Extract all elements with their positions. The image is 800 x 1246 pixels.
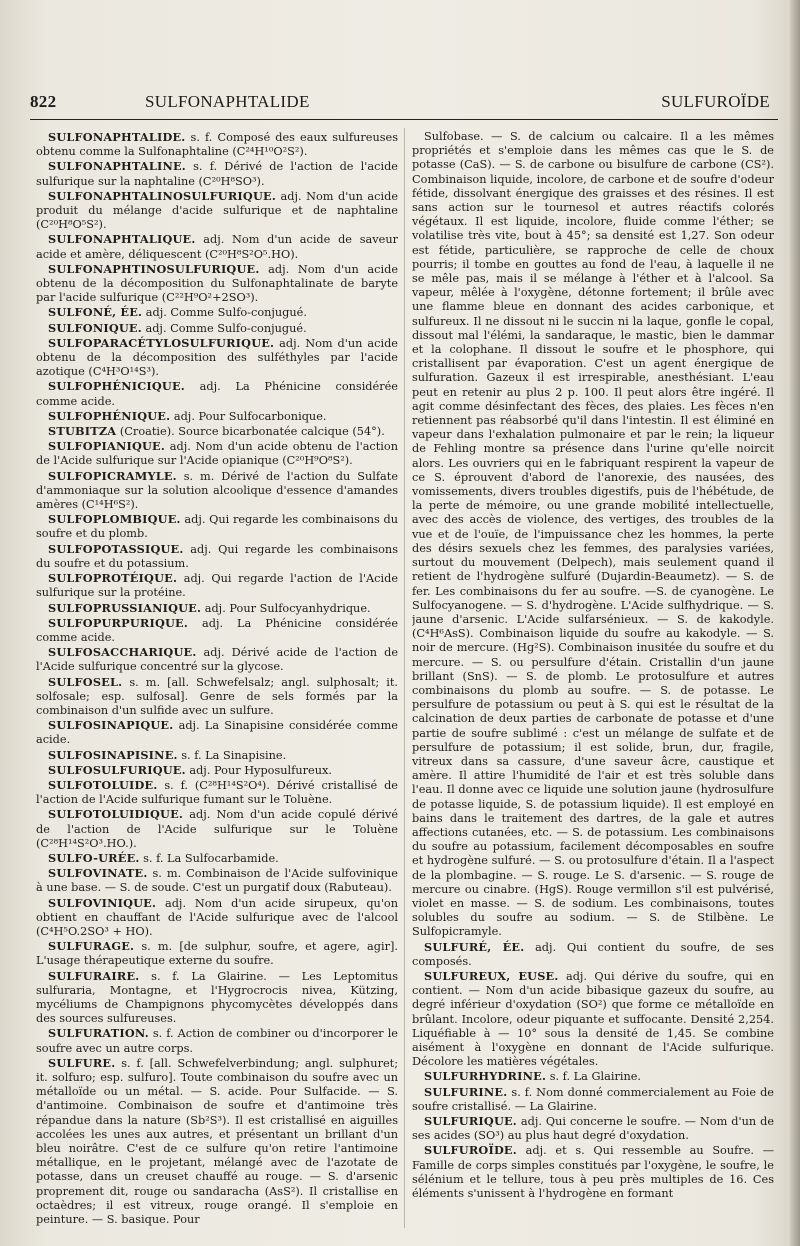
entry-headword: SULFUREUX, EUSE.: [424, 968, 559, 983]
dictionary-entry: [36, 305, 398, 320]
dictionary-entry: [412, 1085, 774, 1114]
dictionary-entry: [36, 896, 398, 940]
header-rule: [30, 119, 778, 120]
dictionary-entry: [36, 336, 398, 380]
entry-headword: STUBITZA: [48, 424, 117, 439]
dictionary-entry: [36, 601, 398, 616]
dictionary-entry: [36, 262, 398, 306]
entry-definition: s. f. Nom donné commercialement au Foie de soufre cristallisé. — La Glairine.: [412, 1085, 774, 1113]
dictionary-entry: [36, 675, 398, 719]
entry-definition: s. f. Dérivé de l'action de l'acide sulfurique sur la naphtaline (C²⁰H⁸SO³).: [36, 160, 398, 188]
running-head-left: SULFONAPHTALIDE: [145, 92, 310, 111]
entry-definition: adj. Nom d'un acide obtenu de la décomposition des sulféthyles par l'acide azotique (C⁴H³O¹⁴S³).: [36, 336, 398, 379]
entry-headword: SULFURAGE.: [48, 939, 135, 954]
dictionary-entry: [36, 763, 398, 778]
entry-headword: SULFONIQUE.: [48, 320, 142, 335]
entry-definition: adj. Comme Sulfo-conjugué.: [145, 321, 307, 335]
entry-headword: SULFONÉ, ÉE.: [48, 305, 143, 320]
entry-headword: SULFOVINIQUE.: [48, 895, 157, 910]
entry-headword: SULFURHYDRINE.: [424, 1069, 547, 1084]
entry-definition: (Croatie). Source bicarbonatée calcique (54°).: [119, 425, 385, 439]
entry-definition: adj. La Phénicine considérée comme acide.: [36, 380, 398, 408]
entry-definition: adj. Qui dérive du soufre, qui en contient. — Nom d'un acide bibasique gazeux du soufre, au degré inférieur d'oxydation (SO²) que forme ce métalloïde en brûlant. Incolore, odeur piquante et suffocante. Densité 2,254. Liquéfiable à — 10° sous la densité de 1,45. Se combine aisément à l'oxygène en donnant de l'Acide sulfurique. Décolore les matières végétales.: [412, 969, 774, 1069]
entry-headword: SULFOPLOMBIQUE.: [48, 512, 181, 527]
dictionary-entry: [36, 379, 398, 408]
dictionary-entry: [36, 1056, 398, 1227]
dictionary-entry: [36, 645, 398, 674]
dictionary-entry: [36, 512, 398, 541]
entry-definition: s. m. Dérivé de l'action du Sulfate d'ammoniaque sur la solution alcoolique d'essence d'amandes amères (C¹⁴H⁶S²).: [36, 469, 398, 512]
entry-definition: adj. Qui regarde les combinaisons du soufre et du plomb.: [36, 513, 398, 541]
entry-definition: adj. La Phénicine considérée comme acide.: [36, 616, 398, 644]
entry-headword: SULFOPROTÉIQUE.: [48, 571, 178, 586]
entry-headword: SULFOTOLUIDIQUE.: [48, 807, 184, 822]
page-number: 822: [30, 92, 57, 111]
entry-definition: adj. Nom d'un acide obtenu de la décomposition du Sulfonaphtalinate de baryte par l'acide sulfurique (C²²H⁹O²+2SO³).: [36, 262, 398, 305]
running-head-right: SULFUROÏDE: [661, 92, 770, 111]
entry-headword: SULFOSULFURIQUE.: [48, 762, 186, 777]
entry-headword: SULFOPRUSSIANIQUE.: [48, 600, 202, 615]
dictionary-entry: [36, 778, 398, 807]
dictionary-entry: [36, 321, 398, 336]
page-edge: [790, 0, 800, 1246]
dictionary-entry: [36, 851, 398, 866]
dictionary-entry: [36, 439, 398, 468]
entry-headword: SULFOTOLUIDE.: [48, 777, 158, 792]
entry-headword: SULFOPOTASSIQUE.: [48, 541, 184, 556]
entry-headword: SULFURAIRE.: [48, 968, 140, 983]
entry-definition: adj. Nom d'un acide sirupeux, qu'on obtient en chauffant de l'Acide sulfurique avec de l'alcool (C⁴H⁵O.2SO³ + HO).: [36, 896, 398, 938]
entry-definition: adj. Nom d'un acide produit du mélange d'acide sulfurique et de naphtaline (C²⁰H⁸O⁵S²).: [36, 189, 398, 232]
dictionary-entry: [36, 424, 398, 439]
entry-headword: SULFOPHÉNIQUE.: [48, 408, 171, 423]
entry-headword: SULFOSEL.: [48, 674, 123, 689]
entry-definition: adj. Comme Sulfo-conjugué.: [145, 306, 307, 320]
entry-headword: SULFOPARACÉTYLOSULFURIQUE.: [48, 335, 275, 350]
entry-definition: adj. Nom d'un acide de saveur acide et amère, déliquescent (C²⁰H⁸S²O⁵.HO).: [36, 233, 398, 261]
entry-definition: adj. Dérivé acide de l'action de l'Acide sulfurique concentré sur la glycose.: [36, 646, 398, 674]
entry-definition: s. f. (C²⁸H¹⁴S²O⁴). Dérivé cristallisé de l'action de l'Acide sulfurique fumant sur le Toluène.: [36, 778, 398, 807]
dictionary-entry: [412, 969, 774, 1069]
dictionary-entry: [412, 130, 774, 940]
entry-headword: SULFOPIANIQUE.: [48, 439, 166, 454]
entry-definition: s. m. Combinaison de l'Acide sulfovinique à une base. — S. de soude. C'est un purgatif doux (Rabuteau).: [36, 867, 398, 895]
entry-headword: SULFO-URÉE.: [48, 850, 140, 865]
entry-definition: s. f. La Sulfocarbamide.: [143, 851, 279, 865]
entry-headword: SULFOPURPURIQUE.: [48, 615, 189, 630]
entry-definition: s. f. [all. Schwefelverbindung; angl. sulphuret; it. solfuro; esp. sulfuro]. Toute combinaison du soufre avec un métalloïde ou un métal. — S. acide. Pour Sulfacide. — S. d'antimoine. Combinaison de soufre et d'antimoine très répandue dans la nature (Sb²S³). Il est cristallisé en aiguilles accolées les unes aux autres, et présentant un brillant d'un bleu noirâtre. C'est de ce sulfure qu'on retire l'antimoine métallique, en le projetant, mélangé avec de l'azotate de potasse, dans un creuset chauffé au rouge. — S. d'arsenic proprement dit, rouge ou sandaracha (AsS²). Il cristallise en octaèdres; il est vitreux, rouge orangé. Il s'emploie en peinture. — S. basique. Pour: [36, 1056, 398, 1227]
dictionary-entry: [36, 748, 398, 763]
entry-headword: SULFOSACCHARIQUE.: [48, 645, 197, 660]
entry-headword: SULFONAPHTALINOSULFURIQUE.: [48, 188, 276, 203]
entry-definition: adj. Qui concerne le soufre. — Nom d'un de ses acides (SO³) au plus haut degré d'oxydation.: [412, 1115, 774, 1143]
right-column: [412, 130, 774, 1230]
entry-headword: SULFONAPHTALIDE.: [48, 130, 186, 144]
dictionary-entry: [412, 1069, 774, 1084]
entry-definition: adj. La Sinapisine considérée comme acide.: [36, 719, 398, 747]
entry-definition: s. f. Composé des eaux sulfureuses obtenu comme la Sulfonaphtaline (C²⁴H¹⁰O²S²).: [36, 131, 398, 159]
dictionary-entry: [36, 1026, 398, 1055]
entry-definition: adj. et s. Qui ressemble au Soufre. — Famille de corps simples constitués par l'oxygène, le soufre, le sélénium et le tellure, tous à peu près multiples de 16. Ces éléments s'unissent à l'hydrogène en formant: [412, 1144, 774, 1201]
entry-headword: SULFOVINATE.: [48, 866, 148, 881]
dictionary-entry: [36, 807, 398, 851]
dictionary-entry: [36, 542, 398, 571]
entry-definition: adj. Pour Sulfocarbonique.: [173, 409, 327, 423]
entry-definition: adj. Qui regarde les combinaisons du soufre et du potassium.: [36, 542, 398, 570]
entry-headword: SULFOPICRAMYLE.: [48, 468, 177, 483]
dictionary-entry: [36, 571, 398, 600]
entry-headword: SULFONAPHTALIQUE.: [48, 232, 196, 247]
entry-definition: adj. Qui regarde l'action de l'Acide sulfurique sur la protéine.: [36, 572, 398, 600]
entry-headword: SULFURIQUE.: [424, 1114, 517, 1129]
entry-headword: SULFURÉ, ÉE.: [424, 939, 525, 954]
left-column: [36, 130, 398, 1230]
entry-definition: adj. Pour Sulfocyanhydrique.: [204, 601, 371, 615]
column-divider: [404, 128, 405, 1228]
dictionary-entry: [36, 232, 398, 261]
dictionary-entry: [36, 718, 398, 747]
entry-headword: SULFOPHÉNICIQUE.: [48, 379, 185, 394]
dictionary-entry: [412, 1143, 774, 1201]
dictionary-entry: [412, 1114, 774, 1143]
entry-definition: s. f. Action de combiner ou d'incorporer le soufre avec un autre corps.: [36, 1027, 398, 1055]
dictionary-entry: [36, 469, 398, 513]
entry-definition: adj. Nom d'un acide obtenu de l'action de l'Acide sulfurique sur l'Acide opianique (C²⁰H⁹O⁸S²).: [36, 440, 398, 468]
entry-definition: adj. Nom d'un acide copulé dérivé de l'action de l'Acide sulfurique sur le Toluène (C²⁸H¹⁴S²O³.HO.).: [36, 808, 398, 850]
entry-definition: s. m. [all. Schwefelsalz; angl. sulphosalt; it. solfosale; esp. sulfosal]. Genre de sels formés par la combinaison d'un sulfide avec un sulfure.: [36, 675, 398, 717]
dictionary-entry: [36, 939, 398, 968]
entry-definition: s. f. La Glairine. — Les Leptomitus sulfuraria, Montagne, et l'Hygrocrocis nivea, Kützing, mycéliums de Champignons phycomycètes développés dans des sources sulfureuses.: [36, 969, 398, 1026]
dictionary-entry: [36, 616, 398, 645]
dictionary-entry: [36, 159, 398, 188]
entry-definition: adj. Qui contient du soufre, de ses composés.: [412, 940, 774, 968]
entry-definition: s. m. [de sulphur, soufre, et agere, agir]. L'usage thérapeutique externe du soufre.: [36, 940, 398, 968]
dictionary-entry: [36, 969, 398, 1027]
entry-headword: SULFONAPHTINOSULFURIQUE.: [48, 261, 260, 276]
entry-headword: SULFURATION.: [48, 1026, 149, 1041]
dictionary-entry: [412, 940, 774, 969]
entry-headword: SULFOSINAPISINE.: [48, 747, 178, 762]
entry-headword: SULFONAPHTALINE.: [48, 159, 186, 174]
entry-headword: SULFUROÏDE.: [424, 1143, 517, 1158]
entry-definition: s. f. La Sinapisine.: [181, 748, 287, 762]
dictionary-entry: [36, 130, 398, 159]
entry-definition: Sulfobase. — S. de calcium ou calcaire. Il a les mêmes propriétés et s'emploie dans les mêmes cas que le S. de potasse (CaS). — S. de carbone ou bisulfure de carbone (CS²). Combinaison liquide, incolore, de carbone et de soufre d'odeur fétide, dissolvant énergique des graisses et des résines. Il est sans action sur le tournesol et autres réactifs colorés végétaux. Il est liquide, incolore, fluide comme l'éther; se volatilise très vite, bout à 45°; sa densité est 1,27. Son odeur est fétide, particulière, se rapproche de celle de choux pourris; il tombe en gouttes au fond de l'eau, à laquelle il ne se mêle pas, mais il se mélange à l'éther et à l'alcool. Sa vapeur, mêlée à l'oxygène, détonne fortement; il brûle avec une flamme bleue en donnant des acides carbonique, et sulfureux. Il ne dissout ni le succin ni la laque, gonfle le copal, dissout mal l'élémi, la sandaraque, le mastic, bien le dammar et la colophane. Il dissout le soufre et le phosphore, qui cristallisent par évaporation. C'est un agent énergique de sulfuration. Gazeux il est irrespirable, anesthésiant. L'eau peut en retenir au plus 2 p. 100. Il peut alors être ingéré. Il agit comme désinfectant des fèces, des plaies. Les fèces n'en retiennent pas réabsorbé qu'il dans l'intestin. Il est éliminé en vapeur dans l'exhalation pulmonaire et par le rein; la liqueur de Fehling montre sa présence dans l'urine qu'elle noircit alors. Les ouvriers qui en le fabriquant respirent la vapeur de ce S. éprouvent d'abord de l'anorexie, des nausées, des vomissements, divers troubles digestifs, puis de l'hébétude, de la perte de mémoire, ou une grande mobilité intellectuelle, avec des accès de violence, des vertiges, des troubles de la vue et de l'ouïe, de l'impuissance chez les hommes, la perte des désirs sexuels chez les femmes, des paralysies variées, surtout du mouvement (Delpech), mais seulement quand il retient de l'hydrogène sulfuré (Dujardin-Beaumetz). — S. de fer. Les combinaisons du fer au soufre. —S. de cyanogène. Le Sulfocyanogene. — S. d'hydrogène. L'Acide sulfhydrique. — S. jaune d'arsenic. L'Acide sulfarsénieux. — S. de kakodyle. (C⁴H⁶AsS). Combinaison liquide du soufre au kakodyle. — S. noir de mercure. (Hg²S). Combinaison inusitée du soufre et du mercure. — S. ou persulfure d'étain. Cristallin d'un jaune brillant (SnS). — S. de plomb. Le protosulfure et autres combinaisons du plomb au soufre. — S. de potasse. Le persulfure de potassium ou peut à S. qui est le résultat de la calcination de deux parties de carbonate de potasse et d'une partie de soufre sublimé : c'est un mélange de sulfate et de persulfure de potassium; il est solide, brun, dur, fragile, vitreux dans sa cassure, d'une saveur âcre, caustique et amère. Il attire l'humidité de l'air et est très soluble dans l'eau. Il donne avec ce liquide une solution jaune (hydrosulfure de potasse liquide, S. de potassium liquide). Il est employé en bains dans le traitement des dartres, de la gale et autres affections cutanées, etc. — S. de potassium. Les combinaisons du soufre au potassium, facilement décomposables en soufre et hydrogène sulfuré. — S. ou protosulfure d'étain. Il a l'aspect de la plombagine. — S. rouge. Le S. d'arsenic. — S. rouge de mercure ou cinabre. (HgS). Rouge vermillon s'il est pulvérisé, violet en masse. — S. de sodium. Les combinaisons, toutes solubles du soufre au sodium. — S. de Stilbène. Le Sulfopicramyle.: [412, 130, 774, 939]
entry-definition: adj. Pour Hyposulfureux.: [189, 763, 332, 777]
dictionary-entry: [36, 189, 398, 233]
entry-headword: SULFOSINAPIQUE.: [48, 718, 174, 733]
entry-headword: SULFURE.: [48, 1055, 116, 1070]
dictionary-entry: [36, 409, 398, 424]
entry-headword: SULFURINE.: [424, 1084, 508, 1099]
page-header: [30, 92, 780, 122]
dictionary-entry: [36, 866, 398, 895]
entry-definition: s. f. La Glairine.: [549, 1070, 642, 1084]
